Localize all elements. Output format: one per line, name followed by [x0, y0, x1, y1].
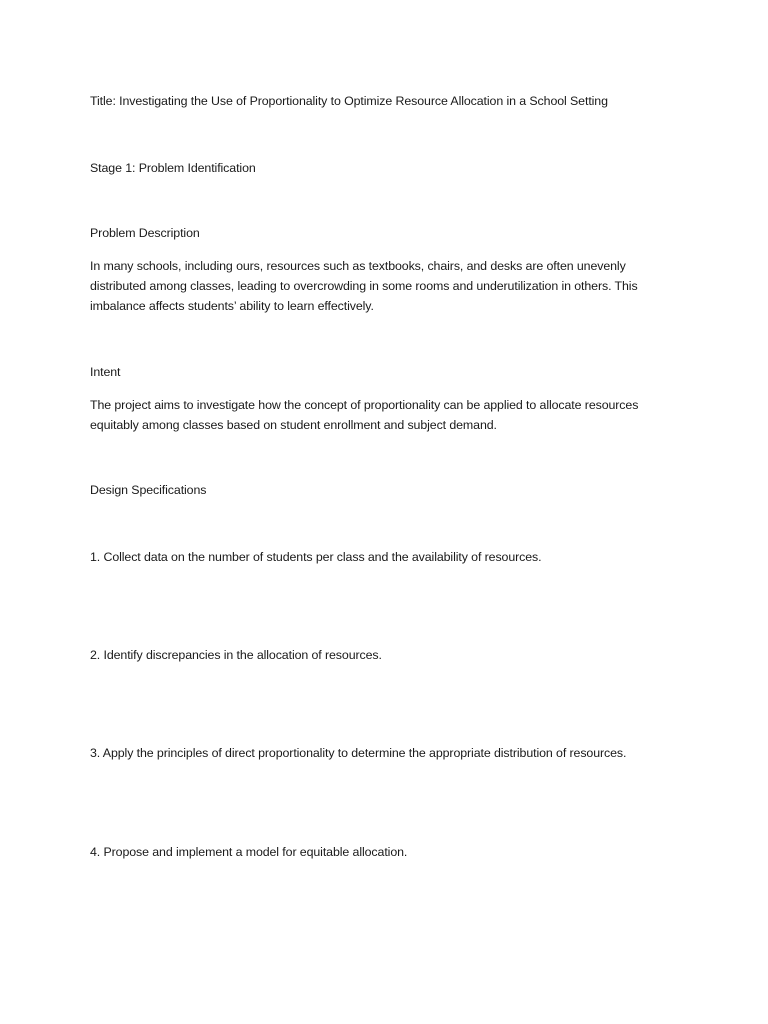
- spec-item-3: 3. Apply the principles of direct proportionality to determine the appropriate distribution of resources.: [90, 746, 627, 760]
- spec-item-4: 4. Propose and implement a model for equitable allocation.: [90, 845, 408, 859]
- problem-line-1: In many schools, including ours, resources such as textbooks, chairs, and desks are often unevenly: [90, 259, 626, 273]
- spec-item-1: 1. Collect data on the number of students per class and the availability of resources.: [90, 550, 542, 564]
- problem-description-paragraph: [90, 256, 680, 316]
- spec-item-2: 2. Identify discrepancies in the allocation of resources.: [90, 648, 382, 662]
- intent-line-1: The project aims to investigate how the concept of proportionality can be applied to allocate resources: [90, 398, 639, 412]
- design-specifications-heading: Design Specifications: [90, 483, 207, 497]
- intent-paragraph: [90, 395, 680, 435]
- document-title: Title: Investigating the Use of Proportionality to Optimize Resource Allocation in a School Setting: [90, 94, 608, 108]
- intent-heading: Intent: [90, 365, 121, 379]
- intent-line-2: equitably among classes based on student enrollment and subject demand.: [90, 418, 497, 432]
- problem-line-2: distributed among classes, leading to overcrowding in some rooms and underutilization in others. This: [90, 279, 638, 293]
- problem-line-3: imbalance affects students’ ability to learn effectively.: [90, 299, 374, 313]
- stage-heading: Stage 1: Problem Identification: [90, 161, 256, 175]
- problem-description-heading: Problem Description: [90, 226, 200, 240]
